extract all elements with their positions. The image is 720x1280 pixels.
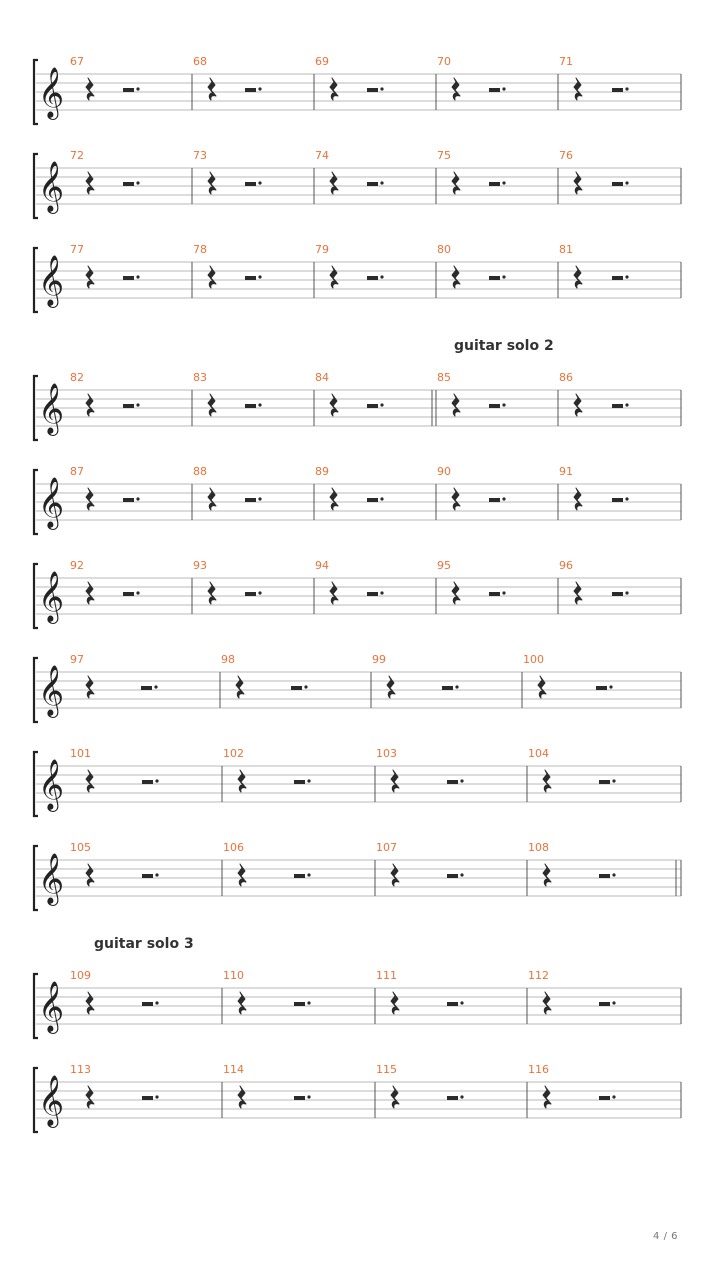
measure-number: 105 [70, 841, 91, 854]
measure-number: 111 [376, 969, 397, 982]
quarter-rest-icon [238, 864, 246, 886]
staff-system [34, 465, 681, 534]
measure-number: 98 [221, 653, 235, 666]
measure-number: 102 [223, 747, 244, 760]
measure-number: 70 [437, 55, 451, 68]
half-rest-icon [599, 780, 610, 784]
treble-clef-icon: 𝄞 [38, 383, 65, 434]
staff-system [34, 243, 681, 312]
half-rest-icon [245, 88, 256, 92]
half-rest-icon [291, 686, 302, 690]
rest-dot [136, 181, 139, 184]
page-indicator: 4 / 6 [653, 1231, 678, 1242]
measure-number: 67 [70, 55, 84, 68]
half-rest-icon [294, 1096, 305, 1100]
rest-dot [455, 685, 458, 688]
measure-number: 89 [315, 465, 329, 478]
rest-dot [625, 497, 628, 500]
measure-number: 85 [437, 371, 451, 384]
rest-dot [625, 87, 628, 90]
quarter-rest-icon [452, 488, 460, 510]
half-rest-icon [123, 404, 134, 408]
half-rest-icon [294, 1002, 305, 1006]
measure-number: 116 [528, 1063, 549, 1076]
quarter-rest-icon [452, 266, 460, 288]
measure-number: 108 [528, 841, 549, 854]
half-rest-icon [596, 686, 607, 690]
staff-system [34, 1063, 681, 1132]
measure-number: 71 [559, 55, 573, 68]
quarter-rest-icon [86, 172, 94, 194]
staff-system [34, 338, 681, 440]
measure-number: 88 [193, 465, 207, 478]
rest-dot [460, 873, 463, 876]
rest-dot [136, 275, 139, 278]
measure-number: 69 [315, 55, 329, 68]
rest-dot [502, 275, 505, 278]
quarter-rest-icon [208, 78, 216, 100]
half-rest-icon [123, 88, 134, 92]
rest-dot [307, 1001, 310, 1004]
half-rest-icon [612, 182, 623, 186]
quarter-rest-icon [391, 1086, 399, 1108]
rest-dot [307, 779, 310, 782]
quarter-rest-icon [208, 488, 216, 510]
half-rest-icon [123, 592, 134, 596]
rest-dot [136, 403, 139, 406]
measure-number: 101 [70, 747, 91, 760]
measure-number: 110 [223, 969, 244, 982]
rest-dot [155, 779, 158, 782]
treble-clef-icon: 𝄞 [38, 759, 65, 810]
half-rest-icon [367, 404, 378, 408]
half-rest-icon [245, 498, 256, 502]
treble-clef-icon: 𝄞 [38, 67, 65, 118]
quarter-rest-icon [538, 676, 546, 698]
measure-number: 77 [70, 243, 84, 256]
measure-number: 74 [315, 149, 329, 162]
staff-system [34, 841, 681, 910]
rest-dot [460, 1001, 463, 1004]
measure-number: 115 [376, 1063, 397, 1076]
half-rest-icon [599, 874, 610, 878]
half-rest-icon [367, 276, 378, 280]
quarter-rest-icon [387, 676, 395, 698]
rest-dot [502, 591, 505, 594]
half-rest-icon [612, 404, 623, 408]
measure-number: 72 [70, 149, 84, 162]
quarter-rest-icon [574, 78, 582, 100]
quarter-rest-icon [574, 266, 582, 288]
measure-number: 100 [523, 653, 544, 666]
quarter-rest-icon [574, 582, 582, 604]
quarter-rest-icon [238, 770, 246, 792]
rest-dot [258, 275, 261, 278]
half-rest-icon [612, 88, 623, 92]
rest-dot [625, 181, 628, 184]
measure-number: 76 [559, 149, 573, 162]
measure-number: 87 [70, 465, 84, 478]
rest-dot [609, 685, 612, 688]
measure-number: 79 [315, 243, 329, 256]
rest-dot [136, 497, 139, 500]
half-rest-icon [123, 498, 134, 502]
half-rest-icon [245, 404, 256, 408]
treble-clef-icon: 𝄞 [38, 255, 65, 306]
half-rest-icon [294, 780, 305, 784]
treble-clef-icon: 𝄞 [38, 981, 65, 1032]
rest-dot [625, 403, 628, 406]
rest-dot [612, 873, 615, 876]
rest-dot [304, 685, 307, 688]
measure-number: 75 [437, 149, 451, 162]
measure-number: 113 [70, 1063, 91, 1076]
quarter-rest-icon [208, 582, 216, 604]
measure-number: 104 [528, 747, 549, 760]
rest-dot [258, 87, 261, 90]
measure-number: 92 [70, 559, 84, 572]
measure-number: 83 [193, 371, 207, 384]
rest-dot [380, 403, 383, 406]
measure-number: 68 [193, 55, 207, 68]
half-rest-icon [141, 686, 152, 690]
measure-number: 78 [193, 243, 207, 256]
measure-number: 109 [70, 969, 91, 982]
rest-dot [625, 591, 628, 594]
quarter-rest-icon [86, 394, 94, 416]
quarter-rest-icon [86, 1086, 94, 1108]
treble-clef-icon: 𝄞 [38, 853, 65, 904]
rest-dot [155, 1095, 158, 1098]
quarter-rest-icon [574, 488, 582, 510]
quarter-rest-icon [238, 1086, 246, 1108]
treble-clef-icon: 𝄞 [38, 665, 65, 716]
half-rest-icon [142, 1002, 153, 1006]
half-rest-icon [489, 182, 500, 186]
rest-dot [136, 87, 139, 90]
half-rest-icon [612, 592, 623, 596]
quarter-rest-icon [86, 78, 94, 100]
quarter-rest-icon [86, 266, 94, 288]
quarter-rest-icon [391, 864, 399, 886]
measure-number: 107 [376, 841, 397, 854]
rest-dot [258, 403, 261, 406]
rest-dot [258, 497, 261, 500]
quarter-rest-icon [208, 394, 216, 416]
rest-dot [612, 779, 615, 782]
half-rest-icon [447, 1002, 458, 1006]
measure-number: 99 [372, 653, 386, 666]
measure-number: 96 [559, 559, 573, 572]
rest-dot [258, 181, 261, 184]
quarter-rest-icon [330, 266, 338, 288]
rest-dot [460, 779, 463, 782]
half-rest-icon [245, 276, 256, 280]
half-rest-icon [367, 592, 378, 596]
quarter-rest-icon [236, 676, 244, 698]
measure-number: 95 [437, 559, 451, 572]
quarter-rest-icon [208, 266, 216, 288]
measure-number: 103 [376, 747, 397, 760]
half-rest-icon [599, 1096, 610, 1100]
half-rest-icon [489, 88, 500, 92]
quarter-rest-icon [452, 394, 460, 416]
half-rest-icon [612, 276, 623, 280]
treble-clef-icon: 𝄞 [38, 571, 65, 622]
rest-dot [380, 181, 383, 184]
half-rest-icon [123, 276, 134, 280]
quarter-rest-icon [86, 488, 94, 510]
rest-dot [155, 873, 158, 876]
measure-number: 90 [437, 465, 451, 478]
rest-dot [612, 1001, 615, 1004]
quarter-rest-icon [238, 992, 246, 1014]
rest-dot [154, 685, 157, 688]
quarter-rest-icon [330, 488, 338, 510]
half-rest-icon [367, 182, 378, 186]
half-rest-icon [447, 780, 458, 784]
half-rest-icon [142, 780, 153, 784]
rest-dot [502, 87, 505, 90]
measure-number: 91 [559, 465, 573, 478]
quarter-rest-icon [86, 582, 94, 604]
half-rest-icon [442, 686, 453, 690]
staff-system [34, 747, 681, 816]
staff-system [34, 149, 681, 218]
half-rest-icon [447, 1096, 458, 1100]
half-rest-icon [489, 276, 500, 280]
half-rest-icon [367, 498, 378, 502]
half-rest-icon [489, 404, 500, 408]
staff-system [34, 653, 681, 722]
rest-dot [380, 591, 383, 594]
measure-number: 84 [315, 371, 329, 384]
rest-dot [155, 1001, 158, 1004]
quarter-rest-icon [391, 992, 399, 1014]
rest-dot [460, 1095, 463, 1098]
measure-number: 86 [559, 371, 573, 384]
half-rest-icon [447, 874, 458, 878]
quarter-rest-icon [543, 992, 551, 1014]
measure-number: 112 [528, 969, 549, 982]
rest-dot [380, 497, 383, 500]
quarter-rest-icon [452, 172, 460, 194]
measure-number: 106 [223, 841, 244, 854]
measure-number: 114 [223, 1063, 244, 1076]
staff-system [34, 559, 681, 628]
rest-dot [380, 87, 383, 90]
measure-number: 73 [193, 149, 207, 162]
rest-dot [502, 403, 505, 406]
quarter-rest-icon [543, 1086, 551, 1108]
quarter-rest-icon [452, 582, 460, 604]
section-label: guitar solo 3 [94, 936, 194, 952]
quarter-rest-icon [543, 770, 551, 792]
quarter-rest-icon [330, 172, 338, 194]
staff-system [34, 55, 681, 124]
quarter-rest-icon [86, 770, 94, 792]
half-rest-icon [123, 182, 134, 186]
quarter-rest-icon [330, 394, 338, 416]
section-label: guitar solo 2 [454, 338, 554, 354]
treble-clef-icon: 𝄞 [38, 161, 65, 212]
quarter-rest-icon [330, 78, 338, 100]
treble-clef-icon: 𝄞 [38, 477, 65, 528]
measure-number: 94 [315, 559, 329, 572]
half-rest-icon [489, 498, 500, 502]
half-rest-icon [245, 592, 256, 596]
rest-dot [612, 1095, 615, 1098]
quarter-rest-icon [543, 864, 551, 886]
half-rest-icon [367, 88, 378, 92]
measure-number: 81 [559, 243, 573, 256]
measure-number: 80 [437, 243, 451, 256]
quarter-rest-icon [574, 394, 582, 416]
treble-clef-icon: 𝄞 [38, 1075, 65, 1126]
rest-dot [307, 873, 310, 876]
rest-dot [307, 1095, 310, 1098]
quarter-rest-icon [86, 676, 94, 698]
staff-system [34, 936, 681, 1038]
measure-number: 93 [193, 559, 207, 572]
rest-dot [502, 181, 505, 184]
measure-number: 82 [70, 371, 84, 384]
quarter-rest-icon [574, 172, 582, 194]
half-rest-icon [489, 592, 500, 596]
quarter-rest-icon [86, 864, 94, 886]
half-rest-icon [142, 874, 153, 878]
rest-dot [136, 591, 139, 594]
measure-number: 97 [70, 653, 84, 666]
rest-dot [258, 591, 261, 594]
half-rest-icon [599, 1002, 610, 1006]
half-rest-icon [612, 498, 623, 502]
quarter-rest-icon [391, 770, 399, 792]
rest-dot [380, 275, 383, 278]
half-rest-icon [245, 182, 256, 186]
rest-dot [502, 497, 505, 500]
half-rest-icon [294, 874, 305, 878]
quarter-rest-icon [86, 992, 94, 1014]
quarter-rest-icon [452, 78, 460, 100]
quarter-rest-icon [330, 582, 338, 604]
half-rest-icon [142, 1096, 153, 1100]
quarter-rest-icon [208, 172, 216, 194]
rest-dot [625, 275, 628, 278]
